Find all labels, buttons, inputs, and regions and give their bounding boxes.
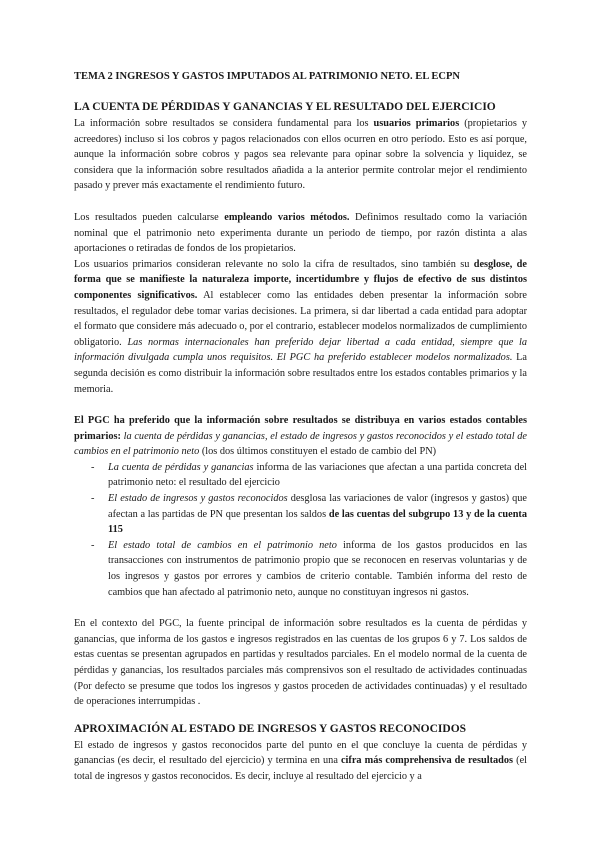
estados-list <box>74 460 527 600</box>
document-title: TEMA 2 INGRESOS Y GASTOS IMPUTADOS AL PATRIMONIO NETO. EL ECPN <box>74 71 460 82</box>
paragraph-metodos <box>74 210 527 257</box>
text-run: La segunda decisión es como distribuir la información sobre resultados entre los estados contables primarios y la memoria. <box>74 352 527 395</box>
text-run: El estado de ingresos y gastos reconocidos parte del punto en el que concluye la cuenta de pérdidas y ganancias (es decir, el resultado del ejercicio) y termina en una <box>74 739 527 767</box>
text-run: (los dos últimos constituyen el estado de cambio del PN) <box>199 446 437 458</box>
bold-run: El PGC ha preferido que la información sobre resultados se distribuya en varios estados contables primarios: <box>74 415 527 442</box>
text-run: Al establecer como las entidades deben presentar la información sobre resultados, el regulador debe tomar varias decisiones. La primera, si dar libertad a cada entidad para adoptar el formato que considere más adecuado o, por el contrario, establecer modelos normalizados de cumplimiento obligatorio. <box>74 289 527 348</box>
paragraph-usuarios-primarios <box>74 116 527 194</box>
paragraph-estados-contables <box>74 413 527 460</box>
text-run: (el total de ingresos y gastos reconocidos. Es decir, incluye al resultado del ejercicio y a <box>74 755 527 782</box>
italic-run: la cuenta de pérdidas y ganancias, el estado de ingresos y gastos reconocidos y el estado total de cambios en el patrimonio neto <box>74 430 527 458</box>
document-page <box>74 70 527 785</box>
bold-run: de las cuentas del subgrupo 13 y de la cuenta 115 <box>108 508 527 536</box>
bold-run: cifra más comprehensiva de resultados <box>340 755 514 767</box>
paragraph-eigr <box>74 738 527 785</box>
bold-run: empleando varios métodos. <box>224 211 350 223</box>
bold-run: usuarios primarios <box>373 118 460 129</box>
text-run: Los usuarios primarios consideran relevante no solo la cifra de resultados, sino también su <box>74 258 474 270</box>
section-heading-pyg: LA CUENTA DE PÉRDIDAS Y GANANCIAS Y EL RESULTADO DEL EJERCICIO <box>74 101 496 113</box>
list-item <box>108 460 527 491</box>
text-run: Definimos resultado como la variación nominal que el patrimonio neto experimenta durante un periodo de tiempo, por razón distinta a alas aportaciones o retiradas de fondos de los propietarios. <box>74 211 527 255</box>
italic-run: El estado de ingresos y gastos reconocidos <box>108 493 288 505</box>
bold-run: desglose, de forma que se manifieste la naturaleza importe, incertidumbre y flujos de efectivo de sus distintos componentes significativos. <box>74 258 527 301</box>
section-heading-eigr: APROXIMACIÓN AL ESTADO DE INGRESOS Y GASTOS RECONOCIDOS <box>74 722 467 735</box>
text-run: La información sobre resultados se considera fundamental para los <box>74 118 374 129</box>
text-run: informa de las variaciones que afectan a una partida concreta del patrimonio neto: el resultado del ejercicio <box>108 461 528 489</box>
italic-run: La cuenta de pérdidas y ganancias <box>108 461 254 473</box>
paragraph-contexto-pgc: En el contexto del PGC, la fuente principal de información sobre resultados es la cuenta de pérdidas y ganancias, que informa de los gastos e ingresos registrados en las cuentas de los grupos 6 y 7. Los saldos de estas cuentas se presentan agrupados en partidas y resultados parciales. En el modelo normal de la cuenta de pérdidas y ganancias, los resultados parciales más comprensivos son el resultado de actividades continuadas (Por defecto se presume que todos los ingresos y gastos proceden de actividades continuadas) y el resultado de operaciones interrumpidas . <box>74 618 527 708</box>
list-item <box>108 491 527 538</box>
italic-run: El estado total de cambios en el patrimonio neto <box>108 539 337 551</box>
paragraph-desglose <box>74 257 527 397</box>
text-run: informa de los gastos producidos en las transacciones con instrumentos de patrimonio propio que se reconocen en reservas voluntarias y de los ingresos y gastos por errores y cambios de criterio contable. También informa del resto de cambios que han afectado al patrimonio neto, aunque no constituyan ingresos ni gastos. <box>108 539 527 598</box>
list-item <box>108 538 527 600</box>
text-run: Los resultados pueden calcularse <box>74 211 225 223</box>
italic-run: Las normas internacionales han preferido dejar libertad a cada entidad, siempre que la información divulgada cumpla unos requisitos. El PGC ha preferido establecer modelos normalizados. <box>74 336 527 364</box>
text-run: desglosa las variaciones de valor (ingresos y gastos) que afectan a las partidas de PN que presentan los saldos <box>108 493 527 520</box>
text-run: (propietarios y acreedores) incluso si los cobros y pagos relacionados con ellos ocurren en otro período. Esto es así porque, aunque la información sobre cobros y pagos sea relevante para opinar sobre la solvencia y liquidez, se considera que la información sobre resultados añadida a la anterior permite controlar mejor el rendimiento pasado y prever más exactamente el rendimiento futuro. <box>74 118 527 192</box>
